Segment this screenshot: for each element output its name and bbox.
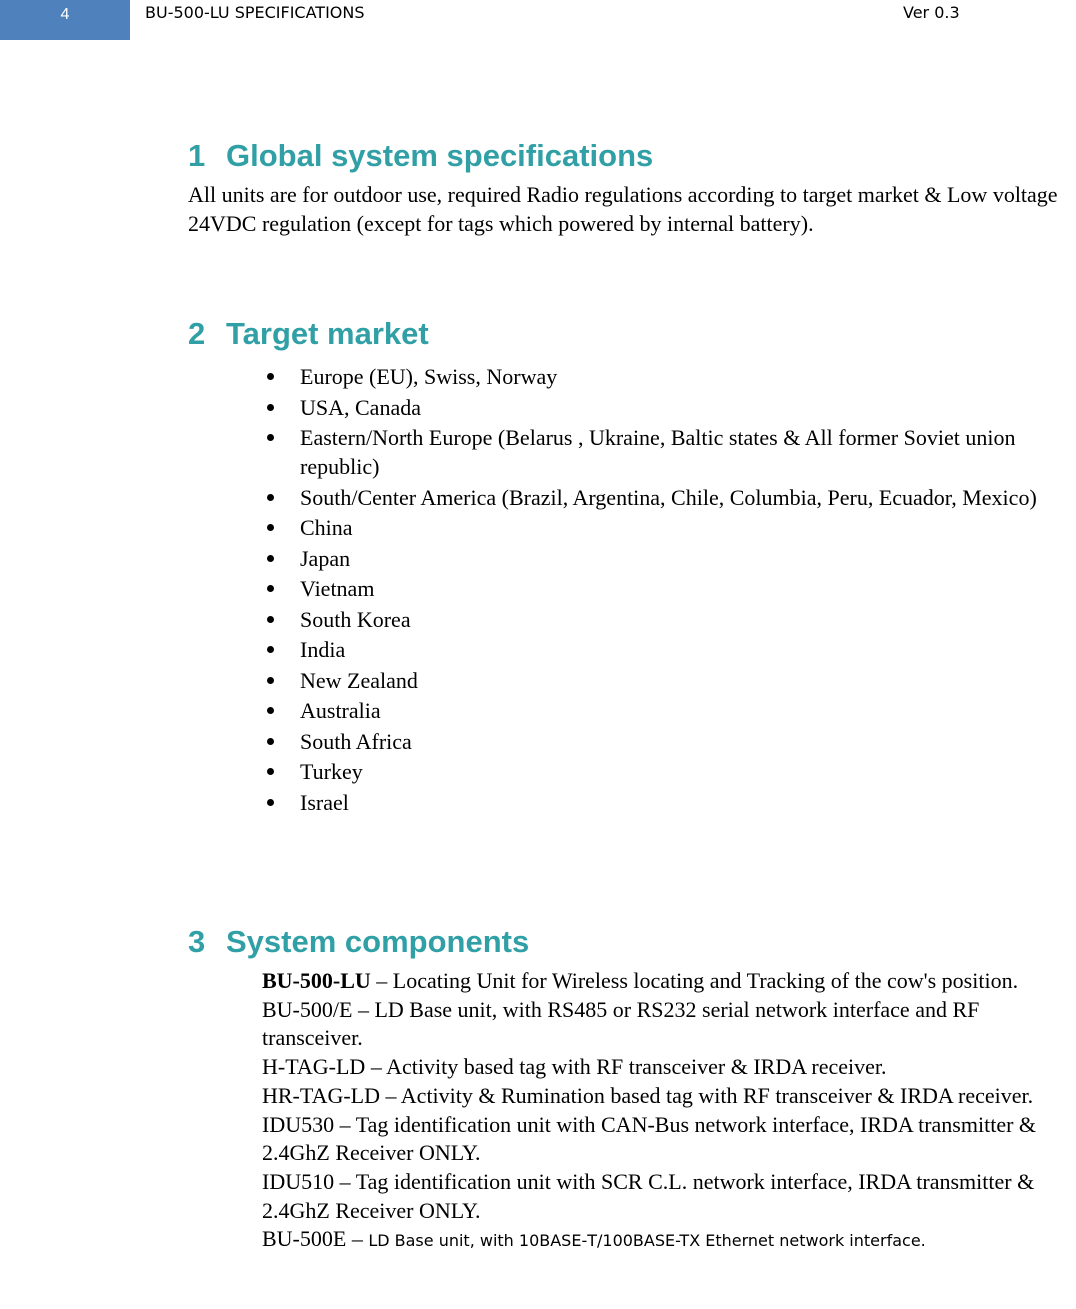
component-description: – Activity & Rumination based tag with RF transceiver & IRDA receiver. [380, 1082, 1034, 1108]
list-item: Japan [300, 544, 1070, 573]
component-description-tail: LD Base unit, with 10BASE‑T/100BASE-TX Ethernet network interface. [368, 1231, 926, 1251]
component-item [262, 996, 1076, 1053]
list-item: China [300, 513, 1070, 542]
section-1-title: Global system specifications [226, 138, 654, 173]
list-item: South Africa [300, 727, 1070, 756]
component-name: IDU530 [262, 1111, 335, 1137]
component-description: – LD Base unit, with RS485 or RS232 serial network interface and RF transceiver. [262, 996, 980, 1051]
list-item: Israel [300, 788, 1070, 817]
list-item: South Korea [300, 605, 1070, 634]
component-item [262, 1053, 1076, 1082]
component-description: – Activity based tag with RF transceiver & IRDA receiver. [365, 1054, 887, 1080]
list-item: New Zealand [300, 666, 1070, 695]
component-item [262, 967, 1076, 996]
section-1-body: All units are for outdoor use, required Radio regulations according to target market & Low voltage 24VDC regulation (except for tags which powered by internal battery). [188, 182, 1058, 236]
section-1-heading [188, 138, 653, 174]
component-name: BU-500/E [262, 996, 353, 1022]
component-description: – [346, 1226, 369, 1252]
list-item: India [300, 635, 1070, 664]
component-description: – Tag identification unit with CAN-Bus network interface, IRDA transmitter & 2.4GhZ Receiver ONLY. [262, 1111, 1037, 1166]
page-number-tab: 4 [0, 0, 130, 40]
component-item [262, 1168, 1076, 1225]
component-name: HR-TAG-LD [262, 1082, 380, 1108]
component-name: H-TAG-LD [262, 1054, 366, 1080]
section-2-heading [188, 316, 429, 352]
component-description: – Tag identification unit with SCR C.L. network interface, IRDA transmitter & 2.4GhZ Receiver ONLY. [262, 1168, 1035, 1223]
section-3-heading [188, 924, 529, 960]
list-item: South/Center America (Brazil, Argentina, Chile, Columbia, Peru, Ecuador, Mexico) [300, 483, 1070, 512]
list-item: Europe (EU), Swiss, Norway [300, 362, 1070, 391]
section-2-title: Target market [226, 316, 429, 351]
component-item [262, 1225, 1076, 1256]
component-description: – Locating Unit for Wireless locating and Tracking of the cow's position. [370, 968, 1019, 993]
component-name: IDU510 [262, 1168, 335, 1194]
list-item: Eastern/North Europe (Belarus , Ukraine, Baltic states & All former Soviet union republic) [300, 423, 1070, 481]
target-market-list [300, 362, 1070, 818]
section-3-number: 3 [188, 924, 206, 959]
section-3-title: System components [226, 924, 530, 959]
component-item [262, 1111, 1076, 1168]
component-name: BU-500-LU [262, 968, 371, 993]
list-item: USA, Canada [300, 393, 1070, 422]
section-2-number: 2 [188, 316, 206, 351]
section-1-number: 1 [188, 138, 206, 173]
list-item: Vietnam [300, 574, 1070, 603]
component-name: BU-500E [262, 1226, 347, 1252]
list-item: Turkey [300, 757, 1070, 786]
list-item: Australia [300, 696, 1070, 725]
component-item [262, 1082, 1076, 1111]
header-version: Ver 0.3 [903, 3, 960, 22]
system-components-list [262, 967, 1076, 1256]
header-title: BU-500-LU SPECIFICATIONS [145, 3, 365, 22]
